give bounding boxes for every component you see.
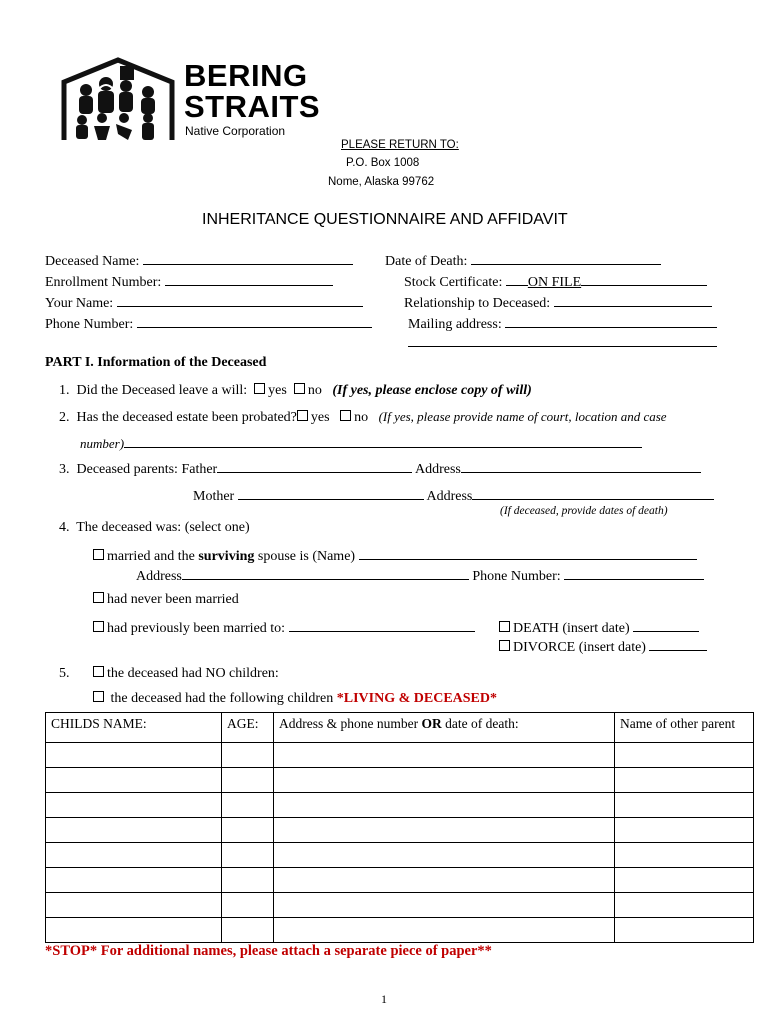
divorce-checkbox[interactable] (499, 640, 510, 651)
q4-divorce-option (499, 638, 707, 656)
q3-father-label: Deceased parents: Father (76, 462, 218, 477)
q2-note: (If yes, please provide name of court, location and case (378, 409, 667, 424)
children-checkbox[interactable] (93, 691, 104, 702)
q1-yes-label: yes (268, 383, 287, 398)
date-of-death-field[interactable] (385, 252, 661, 270)
company-logo (60, 56, 180, 147)
q5-number: 5. (59, 666, 70, 681)
spouse-phone-label: Phone Number: (472, 569, 561, 584)
q3-number: 3. (59, 462, 70, 477)
logo-line-1: BERING (184, 58, 308, 93)
header-childs-name: CHILDS NAME: (46, 713, 222, 743)
header-age: AGE: (222, 713, 274, 743)
mailing-address-line-2[interactable] (408, 334, 717, 352)
death-date-line[interactable] (633, 619, 699, 632)
q3-note: (If deceased, provide dates of death) (500, 505, 668, 517)
q3-mother-label: Mother (193, 489, 235, 504)
no-children-checkbox[interactable] (93, 666, 104, 677)
children-table-header (46, 713, 754, 743)
q1-number: 1. (59, 383, 70, 398)
q2-number: 2. (59, 410, 70, 425)
q5-following-text: the deceased had the following children (110, 691, 334, 706)
q1-note: (If yes, please enclose copy of will) (332, 383, 532, 398)
mailing-address-label: Mailing address: (408, 317, 502, 332)
mailing-address-line[interactable] (505, 315, 717, 328)
q5-none-text: the deceased had NO children: (107, 666, 279, 681)
date-of-death-line[interactable] (471, 252, 661, 265)
children-table (45, 712, 754, 943)
q1-yes-checkbox[interactable] (254, 383, 265, 394)
table-row (46, 843, 754, 868)
your-name-field[interactable] (45, 294, 363, 312)
phone-number-label: Phone Number: (45, 317, 134, 332)
q4-prev-text: had previously been married to: (107, 621, 286, 636)
table-row (46, 918, 754, 943)
enrollment-number-line[interactable] (165, 273, 333, 286)
q2-yes-checkbox[interactable] (297, 410, 308, 421)
q2-case-number-line[interactable] (124, 435, 642, 448)
house-family-logo-icon (60, 56, 180, 142)
mother-name-line[interactable] (238, 487, 424, 500)
your-name-label: Your Name: (45, 296, 114, 311)
spouse-address-label: Address (136, 569, 182, 584)
table-row (46, 743, 754, 768)
q2-no-checkbox[interactable] (340, 410, 351, 421)
q4-married-post: spouse is (Name) (257, 549, 356, 564)
spouse-address-line[interactable] (182, 567, 469, 580)
q5-no-children-option (93, 666, 279, 682)
question-1 (59, 383, 532, 399)
previously-married-checkbox[interactable] (93, 621, 104, 632)
enrollment-number-field[interactable] (45, 273, 333, 291)
q4-spouse-address (136, 567, 704, 585)
relationship-field[interactable] (404, 294, 712, 312)
previous-spouse-line[interactable] (289, 619, 475, 632)
q4-divorce-text: DIVORCE (insert date) (513, 640, 646, 655)
logo-line-2: STRAITS (184, 89, 321, 124)
header-address: Address & phone number OR date of death: (274, 713, 615, 743)
divorce-date-line[interactable] (649, 638, 707, 651)
table-row (46, 793, 754, 818)
stock-certificate-label: Stock Certificate: (404, 275, 503, 290)
phone-number-line[interactable] (137, 315, 372, 328)
spouse-phone-line[interactable] (564, 567, 704, 580)
mother-address-line[interactable] (472, 487, 714, 500)
q5-living-deceased: *LIVING & DECEASED* (336, 691, 497, 706)
stop-note: *STOP* For additional names, please attach a separate piece of paper** (45, 943, 492, 959)
return-line-2: Nome, Alaska 99762 (328, 176, 435, 188)
logo-line-3: Native Corporation (185, 124, 286, 138)
deceased-name-field[interactable] (45, 252, 353, 270)
q2-case-number-field[interactable] (80, 435, 642, 452)
q4-number: 4. (59, 520, 70, 535)
phone-number-field[interactable] (45, 315, 372, 333)
stock-certificate-value: ON FILE (527, 275, 582, 290)
question-3-mother (193, 487, 714, 505)
relationship-label: Relationship to Deceased: (404, 296, 551, 311)
q1-no-label: no (307, 383, 322, 398)
table-row (46, 868, 754, 893)
deceased-name-label: Deceased Name: (45, 254, 140, 269)
q4-married-option (93, 547, 697, 565)
stock-certificate-field[interactable] (404, 273, 707, 291)
q3-father-address-label: Address (414, 462, 461, 477)
relationship-line[interactable] (554, 294, 712, 307)
header-other-parent: Name of other parent (615, 713, 754, 743)
q4-married-text: married and the (107, 549, 195, 564)
question-4 (59, 520, 250, 536)
table-row (46, 893, 754, 918)
father-address-line[interactable] (461, 460, 701, 473)
q2-text: Has the deceased estate been probated? (76, 410, 297, 425)
q4-married-bold: surviving (198, 549, 255, 564)
table-row (46, 768, 754, 793)
question-2 (59, 409, 667, 426)
q2-no-label: no (354, 410, 369, 425)
q1-text: Did the Deceased leave a will: (76, 383, 248, 398)
father-name-line[interactable] (217, 460, 412, 473)
q4-never-text: had never been married (107, 592, 239, 607)
q4-death-option (499, 619, 699, 637)
table-row (46, 818, 754, 843)
your-name-line[interactable] (117, 294, 363, 307)
never-married-checkbox[interactable] (93, 592, 104, 603)
q4-previously-married-option (93, 619, 475, 637)
q4-text: The deceased was: (select one) (76, 520, 250, 535)
q4-death-text: DEATH (insert date) (513, 621, 630, 636)
q3-mother-address-label: Address (426, 489, 473, 504)
q2-note-cont: number) (80, 436, 125, 451)
deceased-name-line[interactable] (143, 252, 353, 265)
q4-never-married-option (93, 592, 239, 608)
page-number: 1 (381, 992, 387, 1006)
q2-yes-label: yes (310, 410, 330, 425)
death-checkbox[interactable] (499, 621, 510, 632)
enrollment-number-label: Enrollment Number: (45, 275, 162, 290)
question-3 (59, 460, 701, 478)
part1-heading: PART I. Information of the Deceased (45, 355, 267, 370)
married-checkbox[interactable] (93, 549, 104, 560)
page-title: INHERITANCE QUESTIONNAIRE AND AFFIDAVIT (202, 211, 568, 228)
date-of-death-label: Date of Death: (385, 254, 468, 269)
spouse-name-line[interactable] (359, 547, 697, 560)
q5-children-option (93, 691, 497, 707)
return-line-1: P.O. Box 1008 (346, 157, 420, 169)
return-heading: PLEASE RETURN TO: (341, 139, 459, 151)
q1-no-checkbox[interactable] (294, 383, 305, 394)
mailing-address-field[interactable] (408, 315, 717, 333)
